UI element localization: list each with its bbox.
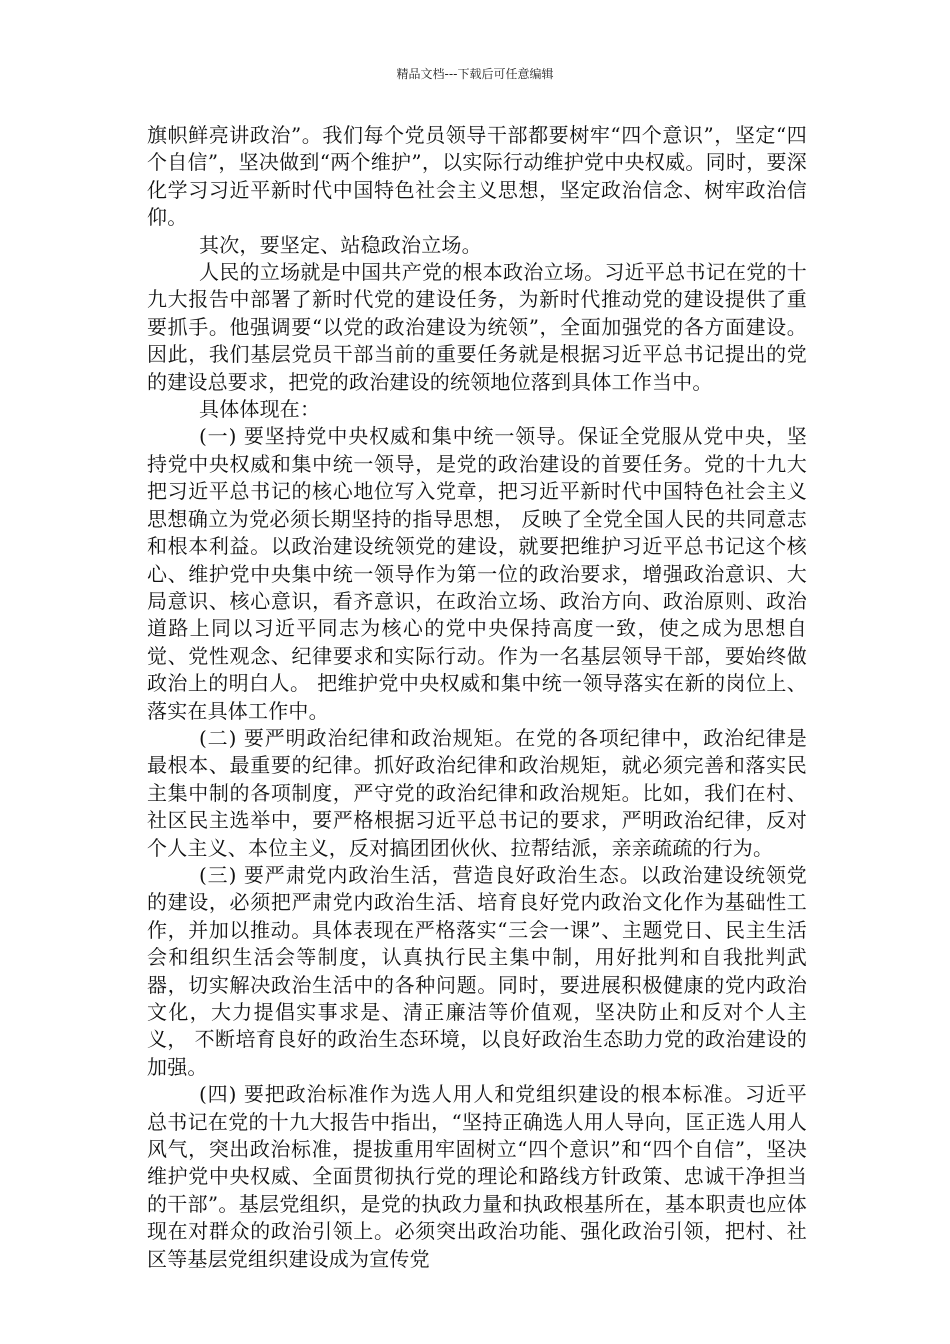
- paragraph: 其次，要坚定、站稳政治立场。: [199, 232, 482, 257]
- paragraph: 人民的立场就是中国共产党的根本政治立场。习近平总书记在党的十九大报告中部署了新时代党的建设任务，为新时代推动党的建设提供了重要抓手。他强调要“以党的政治建设为统领”，全面加强党的各方面建设。因此，我们基层党员干部当前的重要任务就是根据习近平总书记提出的党的建设总要求，把党的政治建设的统领地位落到具体工作当中。: [147, 260, 807, 394]
- paragraph: 旗帜鲜亮讲政治”。我们每个党员领导干部都要树牢“四个意识”，坚定“四个自信”，坚决做到“两个维护”，以实际行动维护党中央权威。同时，要深化学习习近平新时代中国特色社会主义思想，坚定政治信念、树牢政治信仰。: [147, 123, 807, 230]
- paragraph: (一) 要坚持党中央权威和集中统一领导。保证全党服从党中央，坚持党中央权威和集中统一领导，是党的政治建设的首要任务。党的十九大把习近平总书记的核心地位写入党章，把习近平新时代中国特色社会主义思想确立为党必须长期坚持的指导思想， 反映了全党全国人民的共同意志和根本利益。以政治建设统领党的建设，就要把维护习近平总书记这个核心、维护党中央集中统一领导作为第一位的政治要求，增强政治意识、大局意识、核心意识，看齐意识，在政治立场、政治方向、政治原则、政治道路上同以习近平同志为核心的党中央保持高度一致，使之成为思想自觉、党性观念、纪律要求和实际行动。作为一名基层领导干部，要始终做政治上的明白人。 把维护党中央权威和集中统一领导落实在新的岗位上、落实在具体工作中。: [147, 424, 807, 723]
- paragraph: (二) 要严明政治纪律和政治规矩。在党的各项纪律中，政治纪律是最根本、最重要的纪律。抓好政治纪律和政治规矩，就必须完善和落实民主集中制的各项制度，严守党的政治纪律和政治规矩。比如，我们在村、社区民主选举中，要严格根据习近平总书记的要求，严明政治纪律，反对个人主义、本位主义，反对搞团团伙伙、拉帮结派，亲亲疏疏的行为。: [147, 725, 807, 860]
- paragraph: (三) 要严肃党内政治生活，营造良好政治生态。以政治建设统领党的建设，必须把严肃党内政治生活、培育良好党内政治文化作为基础性工作，并加以推动。具体表现在严格落实“三会一课”、主题党日、民主生活会和组织生活会等制度，认真执行民主集中制，用好批判和自我批判武器，切实解决政治生活中的各种问题。同时，要进展积极健康的党内政治文化，大力提倡实事求是、清正廉洁等价值观，坚决防止和反对个人主义， 不断培育良好的政治生态环境，以良好政治生态助力党的政治建设的加强。: [147, 862, 807, 1079]
- paragraph: (四) 要把政治标准作为选人用人和党组织建设的根本标准。习近平总书记在党的十九大报告中指出，“坚持正确选人用人导向，匡正选人用人风气，突出政治标准，提拔重用牢固树立“四个意识”和“四个自信”，坚决维护党中央权威、全面贯彻执行党的理论和路线方针政策、忠诚干净担当的干部”。基层党组织，是党的执政力量和执政根基所在，基本职责也应体现在对群众的政治引领上。必须突出政治功能、强化政治引领，把村、社区等基层党组织建设成为宣传党: [147, 1082, 807, 1271]
- page-header: 精品文档---下载后可任意编辑: [396, 67, 554, 81]
- paragraph: 具体体现在：: [199, 397, 321, 422]
- document-body: [147, 122, 807, 1273]
